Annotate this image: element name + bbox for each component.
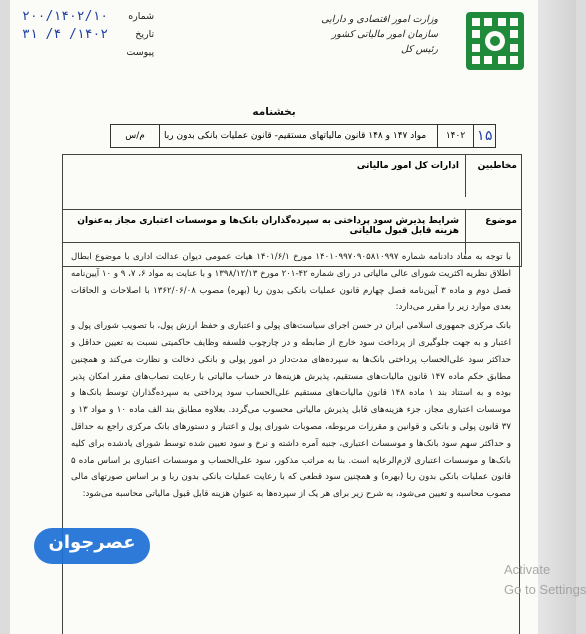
body-paragraph-2: بانک مرکزی جمهوری اسلامی ایران در حسن اجرای سیاست‌های پولی و اعتباری و حفظ ارزش پول، با تصویب شورای پول و اعتبار و به جهت جلوگیری از پرداخت سود خارج از ضابطه و در چارچوب فلسفه وظایف حاکمیتی نسبت به تعیین حداقل و حداکثر سود علی‌الحساب پرداختی بانک‌ها به سپرده‌های مدت‌دار در امور پولی و بانکی دخالت و نظارت می‌کند و همچنین مطابق حکم ماده ۱۴۷ قانون مالیات‌های مستقیم، پذیرش هزینه‌ها در حساب مالیاتی با رعایت نصاب‌های مقرر امکان پذیر بوده و به استناد بند ۱ ماده ۱۴۸ قانون مالیات‌های مستقیم علی‌الحساب سود پرداختی به سپرده‌گذاران توسط بانک‌ها و موسسات اعتباری مجاز، جزء هزینه‌های قابل پذیرش مالیاتی محسوب می‌گردد. بعلاوه مطابق بند الف ماده ۱۰ و مواد ۱۳ و ۳۷ قانون پولی و بانکی و قوانین و مقررات مربوطه، مصوبات شورای پول و اعتبار و دستورهای بانک مرکزی راجع به حداقل و حداکثر سهم سود بانک‌ها و موسسات اعتباری، جنبه آمره داشته و نرخ و سود تعیین شده توسط شورای یادشده برای کلیه بانک‌ها و موسسات اعتباری لازم‌الرعایه است. بنا به مراتب مذکور، سود علی‌الحساب و موسسات اعتباری بر اساس ماده ۵ قانون عملیات بانکی بدون ربا (بهره) و همچنین سود قطعی که با رعایت عملیات بانکی بدون ربا و بر اساس صورتهای مالی مصوب محاسبه و تعیین می‌شود، به شرح زیر برای هر یک از سپرده‌ها به عنوان هزینه قابل قبول مالیاتی محاسبه می‌شود: bbox=[71, 321, 512, 500]
circular-year: ۱۴۰۲ bbox=[437, 125, 473, 147]
circular-number: ۱۵ bbox=[473, 125, 495, 147]
page-edge-shadow bbox=[538, 0, 576, 634]
circular-info-bar bbox=[110, 124, 496, 148]
tax-organization-logo-icon bbox=[460, 6, 530, 76]
recipients-label: مخاطبین bbox=[465, 155, 521, 197]
ministry-line-3: رئیس کل bbox=[401, 44, 438, 55]
letter-body bbox=[62, 242, 520, 634]
recipients-row bbox=[63, 155, 521, 210]
document-title: بخشنامه bbox=[252, 106, 296, 118]
date-label: تاریخ bbox=[135, 29, 155, 40]
body-paragraph-1: با توجه به مفاد دادنامه شماره ۱۴۰۱۰۹۹۷۰۹۰۵۸۱۰۹۹۷ مورخ ۱۴۰۱/۶/۱ هیات عمومی دیوان عدالت اداری با موضوع ابطال اطلاق نظریه اکثریت شورای عالی مالیاتی در رای شماره ۴۲-۲۰۱ مورخ ۱۳۹۸/۱۲/۱۳ و با عنایت به مواد ۶، ۷، ۹ و ۱۰ آیین‌نامه فصل دوم و ماده ۳ آیین‌نامه فصل چهارم قانون عملیات بانکی بدون ربا (بهره) مصوب ۱۳۶۲/۰۶/۰۸ با اصلاحات و الحاقات بعدی موارد زیر را مقرر می‌دارد: bbox=[71, 252, 511, 313]
ministry-line-1: وزارت امور اقتصادی و دارایی bbox=[321, 14, 438, 25]
activate-line-1: Activate bbox=[504, 562, 551, 577]
date-row bbox=[22, 26, 154, 44]
attachment-row bbox=[22, 44, 154, 62]
letter-meta bbox=[22, 8, 154, 62]
windows-activation-notice bbox=[504, 560, 586, 600]
ministry-heading bbox=[321, 12, 438, 57]
recipients-value: ادارات کل امور مالیاتی bbox=[356, 161, 459, 171]
number-value: ۲۰۰/۱۴۰۲/۱۰ bbox=[22, 9, 109, 24]
watermark-text: عصرجوان bbox=[48, 532, 136, 553]
watermark-logo bbox=[34, 522, 150, 568]
circular-code: م/س bbox=[125, 131, 145, 141]
activate-line-2: Go to Settings bbox=[504, 582, 586, 597]
date-value: ۱۴۰۲/ ۴/ ۳۱ bbox=[22, 27, 109, 42]
subject-value: شرایط پذیرش سود پرداختی به سپرده‌گذاران بانک‌ها و موسسات اعتباری مجاز به‌عنوان هزینه قابل قبول مالیاتی bbox=[77, 216, 459, 236]
number-row bbox=[22, 8, 154, 26]
letter-page bbox=[10, 0, 539, 634]
number-label: شماره bbox=[128, 11, 155, 22]
letterhead-emblem bbox=[440, 6, 530, 78]
ministry-line-2: سازمان امور مالیاتی کشور bbox=[331, 29, 438, 40]
circular-subject: مواد ۱۴۷ و ۱۴۸ قانون مالیاتهای مستقیم- قانون عملیات بانکی بدون ربا bbox=[159, 125, 437, 147]
subject-label: موضوع bbox=[465, 210, 521, 254]
attachment-label: پیوست bbox=[126, 47, 155, 58]
